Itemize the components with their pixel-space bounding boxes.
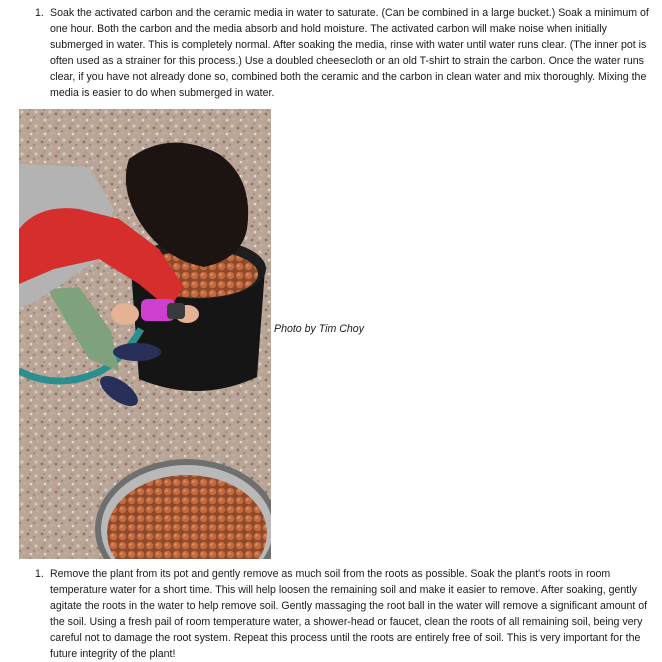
step-text: Remove the plant from its pot and gently remove as much soil from the roots as possible. Soak the plant's roots in room temperature water for a short time. This will help loosen the remaining soil and make it easier to remove. After soaking, gently agitate the roots in the water to help remove soil. Gently massaging the root ball in the water will remove a significant amount of the soil. Using a fresh pail of room temperature water, a shower-head or faucet, clean the roots of all remaining soil, being very careful not to damage the root system. Repeat this process until the roots are entirely free of soil. This is very important for the future integrity of the plant! — [50, 568, 648, 660]
step-number: 1. — [35, 7, 44, 19]
step-text: Soak the activated carbon and the ceramic media in water to saturate. (Can be combined in a large bucket.) Soak a minimum of one hour. Both the carbon and the media absorb and hold moisture. The activated carbon will make noise when initially submerged in water. This is completely normal. After soaking the media, rinse with water until water runs clear. (The inner pot is often used as a strainer for this process.) Use a doubled cheesecloth or an old T-shirt to strain the carbon. Once the water runs clear, if you have not already done so, combined both the ceramic and the carbon in clean water and mix thoroughly. Mixing the media is easier to do when submerged in water. — [50, 7, 649, 99]
step-number: 1. — [35, 568, 44, 580]
photo-caption: Photo by Tim Choy — [274, 323, 364, 335]
photo-child-rinsing-media — [19, 109, 271, 559]
